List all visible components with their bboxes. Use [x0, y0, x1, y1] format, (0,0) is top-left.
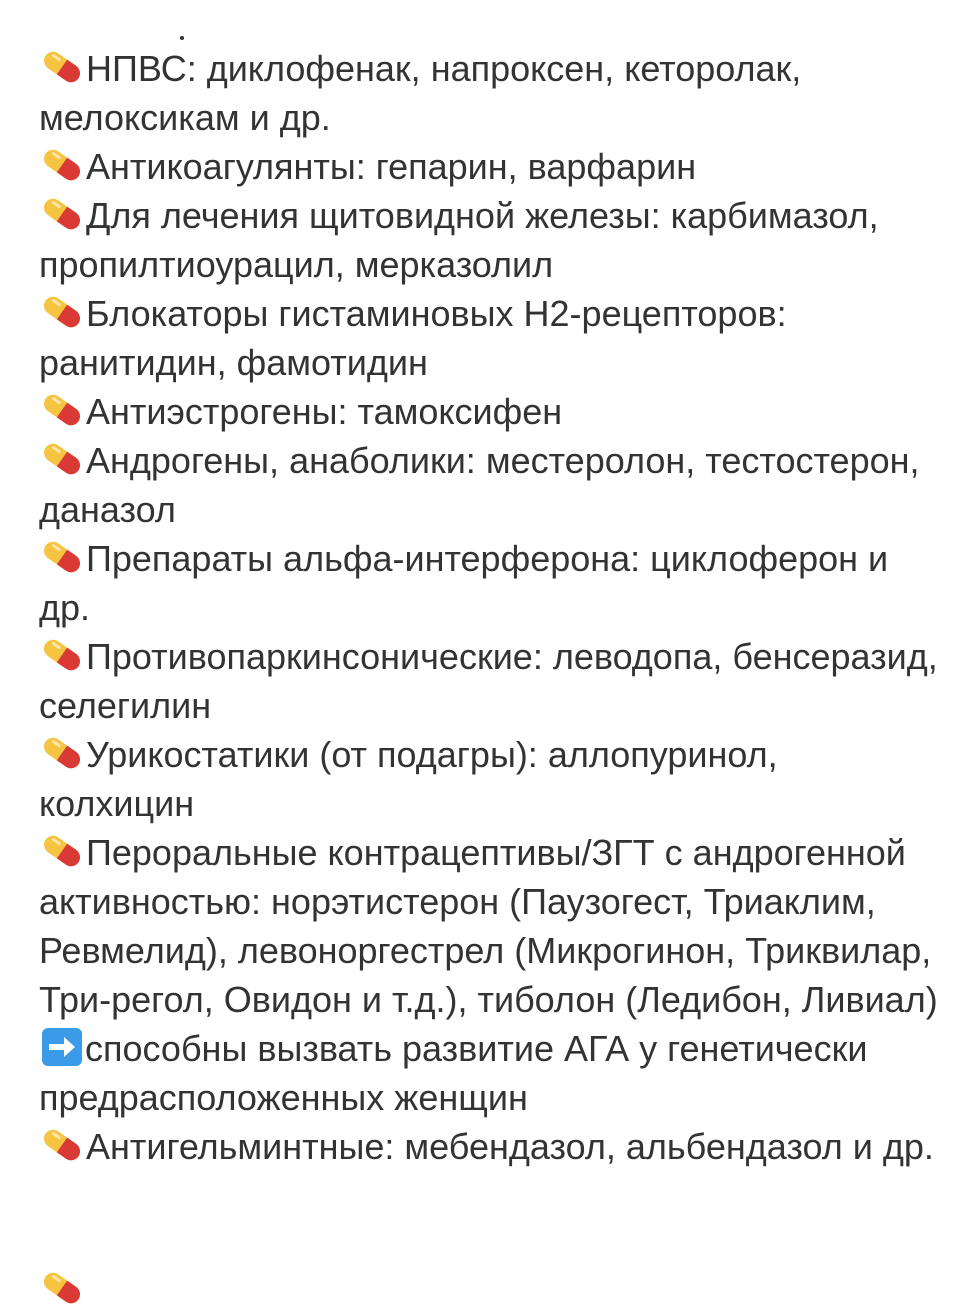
- pill-icon: [39, 635, 85, 675]
- list-item: [39, 289, 939, 387]
- list-item: [39, 534, 939, 632]
- pill-icon: [39, 439, 85, 479]
- pill-icon: [39, 831, 85, 871]
- pill-icon: [39, 292, 85, 332]
- list-item: [39, 142, 939, 191]
- list-item: [39, 1122, 939, 1171]
- pill-icon: [39, 47, 85, 87]
- list-item: [39, 632, 939, 730]
- stray-dot: [180, 36, 184, 40]
- item-text: Урикостатики (от подагры): аллопуринол, колхицин: [39, 734, 778, 824]
- drug-list: [39, 44, 939, 1171]
- item-text: Андрогены, анаболики: местеролон, тестостерон, даназол: [39, 440, 920, 530]
- right-arrow-icon: [39, 1027, 85, 1067]
- list-item: [39, 44, 939, 142]
- pill-icon: [39, 1125, 85, 1165]
- pill-icon: [39, 145, 85, 185]
- pill-icon: [39, 537, 85, 577]
- list-item: [39, 436, 939, 534]
- item-text: Препараты альфа-интерферона: циклоферон и др.: [39, 538, 889, 628]
- item-text-after-arrow: способны вызвать развитие АГА у генетически предрасположенных женщин: [39, 1028, 868, 1118]
- list-item: [39, 387, 939, 436]
- list-item: [39, 730, 939, 828]
- pill-icon: [39, 194, 85, 234]
- item-text: Блокаторы гистаминовых Н2-рецепторов: ранитидин, фамотидин: [39, 293, 787, 383]
- item-text: Антиэстрогены: тамоксифен: [86, 391, 563, 432]
- list-item: [39, 191, 939, 289]
- item-text: Противопаркинсонические: леводопа, бенсеразид, селегилин: [39, 636, 938, 726]
- pill-icon: [39, 733, 85, 773]
- pill-icon: [39, 390, 85, 430]
- list-item: [39, 828, 939, 1122]
- pill-icon: [39, 1268, 85, 1308]
- item-text: Антигельминтные: мебендазол, альбендазол и др.: [86, 1126, 934, 1167]
- item-text: НПВС: диклофенак, напроксен, кеторолак, мелоксикам и др.: [39, 48, 802, 138]
- item-text: Пероральные контрацептивы/ЗГТ с андрогенной активностью: норэтистерон (Паузогест, Триаклим, Ревмелид), левоноргестрел (Микрогинон, Триквилар, Три-регол, Овидон и т.д.), тиболон (Ледибон, Ливиал): [39, 832, 938, 1020]
- item-text: Для лечения щитовидной железы: карбимазол, пропилтиоурацил, мерказолил: [39, 195, 879, 285]
- item-text: Антикоагулянты: гепарин, варфарин: [86, 146, 697, 187]
